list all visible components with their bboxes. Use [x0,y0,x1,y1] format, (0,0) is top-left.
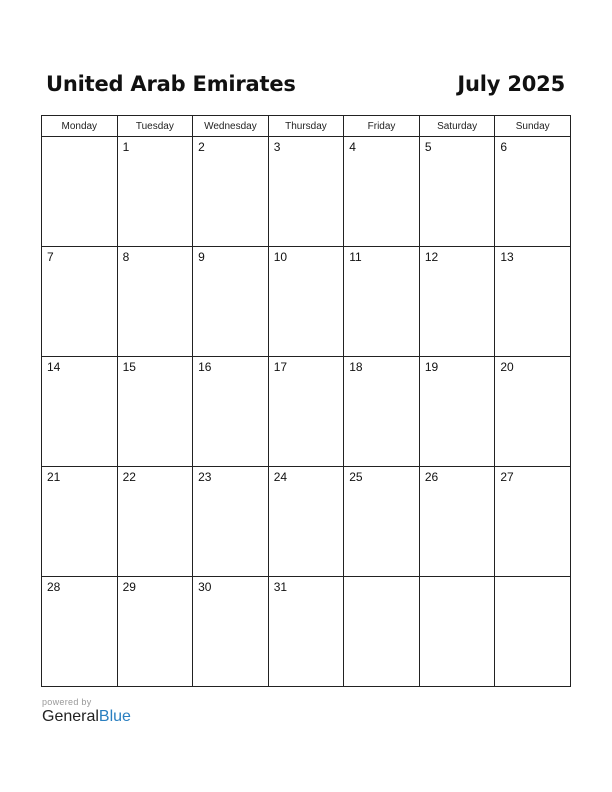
week-row [42,247,571,357]
day-number: 1 [122,140,130,154]
weekday-monday: Monday [42,116,118,137]
day-cell [117,467,193,577]
day-cell [193,137,269,247]
week-row [42,467,571,577]
day-cell [495,467,571,577]
footer-branding [42,697,131,726]
generalblue-logo[interactable] [42,708,131,726]
weekday-tuesday: Tuesday [117,116,193,137]
day-cell [419,357,495,467]
day-number [495,577,570,580]
day-number: 22 [122,470,136,484]
day-cell [42,247,118,357]
day-cell [117,357,193,467]
weekday-thursday: Thursday [268,116,344,137]
day-number: 10 [273,250,288,264]
day-cell [193,577,269,687]
day-number: 26 [424,470,439,484]
day-number: 14 [47,360,61,374]
day-number: 5 [424,140,432,154]
day-number: 30 [198,580,212,594]
day-number: 15 [122,360,136,374]
day-cell [495,577,571,687]
powered-by-text: powered by [42,697,92,707]
day-cell [344,467,420,577]
day-cell [268,247,344,357]
day-cell [268,577,344,687]
day-number: 7 [47,250,54,264]
day-cell [117,137,193,247]
day-number: 9 [198,250,205,264]
day-cell [495,247,571,357]
day-cell [268,137,344,247]
day-cell [495,137,571,247]
day-cell [344,137,420,247]
day-cell [419,137,495,247]
weekday-wednesday: Wednesday [193,116,269,137]
day-number: 12 [424,250,439,264]
day-number: 20 [500,360,514,374]
day-cell [268,467,344,577]
day-cell [495,357,571,467]
day-number: 24 [273,470,288,484]
country-title: United Arab Emirates [46,72,296,96]
week-row [42,137,571,247]
brand-blue: Blue [98,708,131,725]
day-cell [42,577,118,687]
day-cell [42,357,118,467]
day-number: 18 [349,360,363,374]
weekday-saturday: Saturday [419,116,495,137]
day-number: 6 [500,140,508,154]
day-cell [344,247,420,357]
day-number: 16 [198,360,212,374]
day-number: 19 [424,360,439,374]
day-number: 23 [198,470,212,484]
day-cell [42,467,118,577]
day-cell [419,577,495,687]
day-cell [344,357,420,467]
day-number: 11 [349,250,362,264]
day-number: 13 [500,250,514,264]
day-number: 25 [349,470,363,484]
week-row [42,577,571,687]
day-cell [344,577,420,687]
day-number: 27 [500,470,514,484]
day-cell [419,247,495,357]
day-number [420,577,495,580]
day-number [42,137,117,140]
day-number [344,577,419,580]
day-cell [193,467,269,577]
day-cell [193,357,269,467]
day-cell [117,577,193,687]
day-number: 28 [47,580,61,594]
day-number: 4 [349,140,356,154]
week-row [42,357,571,467]
weekday-friday: Friday [344,116,420,137]
day-cell [268,357,344,467]
day-number: 21 [47,470,61,484]
day-number: 31 [273,580,288,594]
brand-general: General [42,708,99,725]
day-number: 3 [273,140,281,154]
day-number: 2 [198,140,205,154]
weekday-sunday: Sunday [495,116,571,137]
calendar-grid [41,115,571,687]
day-cell [117,247,193,357]
day-cell [419,467,495,577]
day-cell [193,247,269,357]
day-cell [42,137,118,247]
day-number: 8 [122,250,130,264]
day-number: 17 [273,360,288,374]
month-year-title: July 2025 [457,72,565,96]
weekday-header-row [42,116,571,137]
day-number: 29 [122,580,136,594]
